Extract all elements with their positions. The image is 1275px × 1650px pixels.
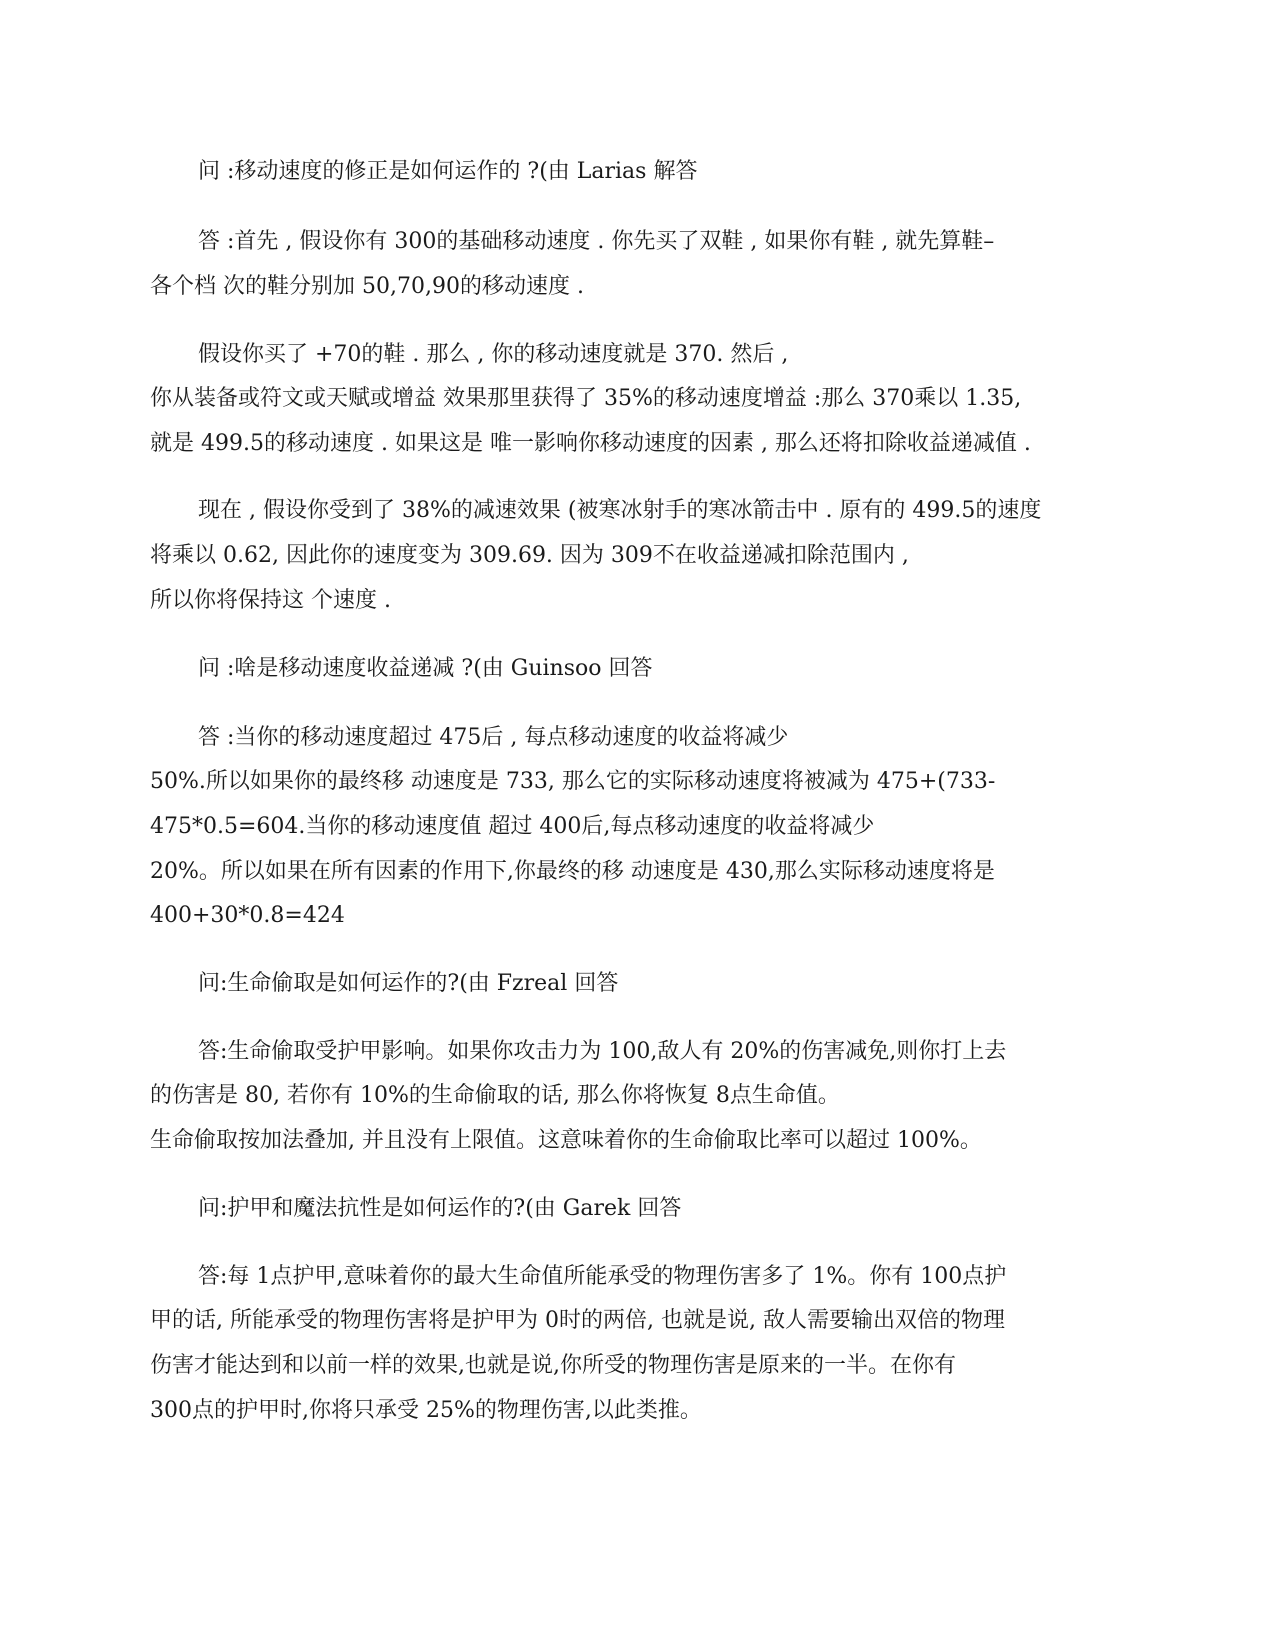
answer-line: 475*0.5=604.当你的移动速度值 超过 400后,每点移动速度的收益将减少 <box>150 814 875 839</box>
answer-line: 就是 499.5的移动速度 . 如果这是 唯一影响你移动速度的因素 , 那么还将扣除收益递减值 . <box>150 431 1031 456</box>
answer-line: 50%.所以如果你的最终移 动速度是 733, 那么它的实际移动速度将被减为 475+(733- <box>150 769 996 794</box>
answer-line: 现在 , 假设你受到了 38%的减速效果 (被寒冰射手的寒冰箭击中 . 原有的 499.5的速度 <box>198 498 1042 523</box>
question-movement-speed-modifiers: 问 :移动速度的修正是如何运作的 ?(由 Larias 解答 <box>198 159 698 184</box>
answer-line: 答:每 1点护甲,意味着你的最大生命值所能承受的物理伤害多了 1%。你有 100点护 <box>198 1264 1007 1289</box>
answer-line: 甲的话, 所能承受的物理伤害将是护甲为 0时的两倍, 也就是说, 敌人需要输出双倍的物理 <box>150 1308 1005 1333</box>
answer-line: 400+30*0.8=424 <box>150 903 345 928</box>
answer-line: 答 :当你的移动速度超过 475后 , 每点移动速度的收益将减少 <box>198 725 789 750</box>
question-diminishing-returns: 问 :啥是移动速度收益递减 ?(由 Guinsoo 回答 <box>198 656 653 681</box>
answer-line: 生命偷取按加法叠加, 并且没有上限值。这意味着你的生命偷取比率可以超过 100%。 <box>150 1128 982 1153</box>
question-armor-magic-resist: 问:护甲和魔法抗性是如何运作的?(由 Garek 回答 <box>198 1196 682 1221</box>
answer-line: 伤害才能达到和以前一样的效果,也就是说,你所受的物理伤害是原来的一半。在你有 <box>150 1353 956 1378</box>
answer-line: 20%。所以如果在所有因素的作用下,你最终的移 动速度是 430,那么实际移动速度将是 <box>150 859 995 884</box>
question-life-steal: 问:生命偷取是如何运作的?(由 Fzreal 回答 <box>198 971 619 996</box>
answer-line: 你从装备或符文或天赋或增益 效果那里获得了 35%的移动速度增益 :那么 370乘以 1.35, <box>150 386 1022 411</box>
answer-line: 的伤害是 80, 若你有 10%的生命偷取的话, 那么你将恢复 8点生命值。 <box>150 1083 840 1108</box>
answer-line: 各个档 次的鞋分别加 50,70,90的移动速度 . <box>150 274 584 299</box>
answer-line: 假设你买了 +70的鞋 . 那么 , 你的移动速度就是 370. 然后 , <box>198 342 789 367</box>
answer-line: 将乘以 0.62, 因此你的速度变为 309.69. 因为 309不在收益递减扣除范围内 , <box>150 543 909 568</box>
answer-line: 答:生命偷取受护甲影响。如果你攻击力为 100,敌人有 20%的伤害减免,则你打上去 <box>198 1039 1007 1064</box>
answer-line: 所以你将保持这 个速度 . <box>150 588 391 613</box>
answer-line: 答 :首先 , 假设你有 300的基础移动速度 . 你先买了双鞋 , 如果你有鞋 , 就先算鞋– <box>198 229 995 254</box>
answer-line: 300点的护甲时,你将只承受 25%的物理伤害,以此类推。 <box>150 1398 702 1423</box>
